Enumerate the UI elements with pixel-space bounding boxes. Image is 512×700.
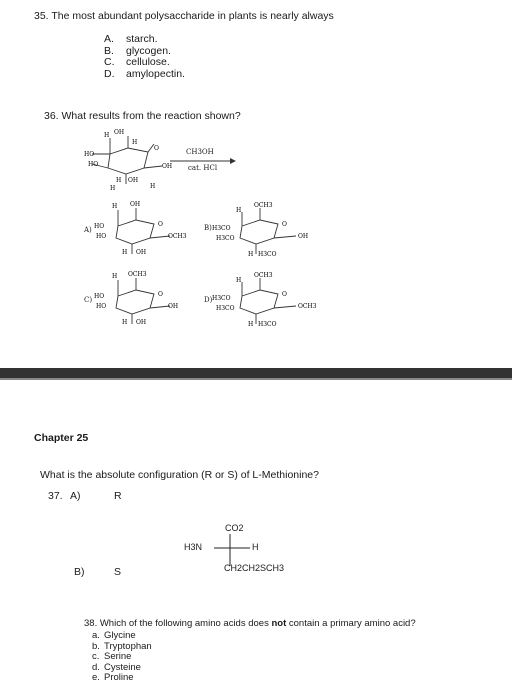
structure-c xyxy=(92,270,192,330)
reaction-scheme xyxy=(70,128,270,198)
q35-option-b[interactable]: B. glycogen. xyxy=(104,44,171,57)
svg-text:OCH3: OCH3 xyxy=(128,271,147,278)
svg-text:O: O xyxy=(154,145,159,152)
q38-option-b[interactable]: b. Tryptophan xyxy=(92,640,152,652)
q38-option-c[interactable]: c. Serine xyxy=(92,651,132,662)
svg-text:H: H xyxy=(122,249,128,256)
svg-text:HO: HO xyxy=(84,151,95,158)
svg-text:OH: OH xyxy=(114,129,125,136)
svg-text:OH: OH xyxy=(162,163,173,170)
svg-text:H: H xyxy=(116,177,122,184)
svg-text:HO: HO xyxy=(96,303,107,310)
svg-text:H3CO: H3CO xyxy=(216,235,235,242)
fischer-bottom-group: CH2CH2SCH3 xyxy=(224,563,285,573)
svg-text:H: H xyxy=(122,319,128,326)
q35-prompt: 35. The most abundant polysaccharide in plants is nearly always xyxy=(34,10,334,22)
structure-a xyxy=(92,200,192,260)
chapter-heading: Chapter 25 xyxy=(34,432,89,444)
q37-option-a-text: R xyxy=(114,490,122,502)
choice-c-label[interactable]: C) xyxy=(84,296,93,304)
svg-text:H: H xyxy=(248,321,254,328)
q37-question: What is the absolute configuration (R or S) of L-Methionine? xyxy=(40,469,319,481)
svg-text:H3CO: H3CO xyxy=(212,225,231,232)
q35-option-a[interactable]: A. starch. xyxy=(104,33,158,45)
svg-text:H: H xyxy=(236,207,242,214)
fischer-top-group: CO2 xyxy=(225,523,244,533)
svg-text:OH: OH xyxy=(168,303,179,310)
svg-text:H: H xyxy=(104,132,110,139)
svg-text:OCH3: OCH3 xyxy=(168,233,187,240)
svg-text:H: H xyxy=(132,139,138,146)
svg-text:HO: HO xyxy=(88,161,99,168)
structure-b xyxy=(212,200,332,260)
svg-text:OH: OH xyxy=(128,177,139,184)
choice-a-label[interactable]: A) xyxy=(84,226,92,234)
q38-option-d[interactable]: d. Cysteine xyxy=(92,661,141,673)
svg-text:HO: HO xyxy=(96,233,107,240)
svg-text:H3CO: H3CO xyxy=(212,295,231,302)
svg-text:OH: OH xyxy=(136,249,147,256)
svg-text:H: H xyxy=(248,251,254,258)
svg-text:OCH3: OCH3 xyxy=(254,202,273,209)
q35-option-c[interactable]: C. cellulose. xyxy=(104,56,170,68)
structure-d xyxy=(212,270,342,330)
q38-options xyxy=(92,631,152,684)
choice-d-label[interactable]: D) xyxy=(204,296,213,304)
fischer-left-group: H3N xyxy=(184,542,203,552)
svg-text:H3CO: H3CO xyxy=(258,251,277,258)
svg-text:O: O xyxy=(282,291,287,298)
q35-options xyxy=(104,34,185,80)
page-divider-shadow xyxy=(0,378,512,380)
svg-text:OH: OH xyxy=(298,233,309,240)
q36-prompt: 36. What results from the reaction shown? xyxy=(44,110,241,122)
q38-option-a[interactable]: a. Glycine xyxy=(92,630,136,641)
fischer-right-group: H xyxy=(252,542,259,552)
svg-text:OCH3: OCH3 xyxy=(298,303,317,310)
reactant-glucose-ring xyxy=(92,136,162,184)
svg-text:H: H xyxy=(150,183,156,190)
svg-text:O: O xyxy=(282,221,287,228)
page-divider xyxy=(0,368,512,378)
q35-option-d[interactable]: D. amylopectin. xyxy=(104,67,185,80)
svg-text:H: H xyxy=(110,185,116,192)
q37-option-b-text: S xyxy=(114,566,122,578)
reagent-bottom: cat. HCl xyxy=(188,164,218,172)
svg-text:O: O xyxy=(158,291,163,298)
q37-label: 37. xyxy=(48,490,63,502)
svg-text:OCH3: OCH3 xyxy=(254,272,273,279)
svg-text:HO: HO xyxy=(94,293,105,300)
q38-option-e[interactable]: e. Proline xyxy=(92,672,134,683)
svg-text:H: H xyxy=(236,277,242,284)
q38-prompt: 38. Which of the following amino acids does not contain a primary amino acid? xyxy=(84,618,416,629)
choice-b-label[interactable]: B) xyxy=(204,224,212,232)
svg-text:H3CO: H3CO xyxy=(258,321,277,328)
svg-text:OH: OH xyxy=(136,319,147,326)
svg-text:H3CO: H3CO xyxy=(216,305,235,312)
svg-text:H: H xyxy=(112,273,118,280)
svg-text:OH: OH xyxy=(130,201,141,208)
q37-option-b[interactable]: B) xyxy=(74,566,85,578)
q37-option-a[interactable]: A) xyxy=(70,490,81,502)
svg-text:O: O xyxy=(158,221,163,228)
reagent-top: CH3OH xyxy=(186,148,214,156)
svg-text:HO: HO xyxy=(94,223,105,230)
svg-text:H: H xyxy=(112,203,118,210)
